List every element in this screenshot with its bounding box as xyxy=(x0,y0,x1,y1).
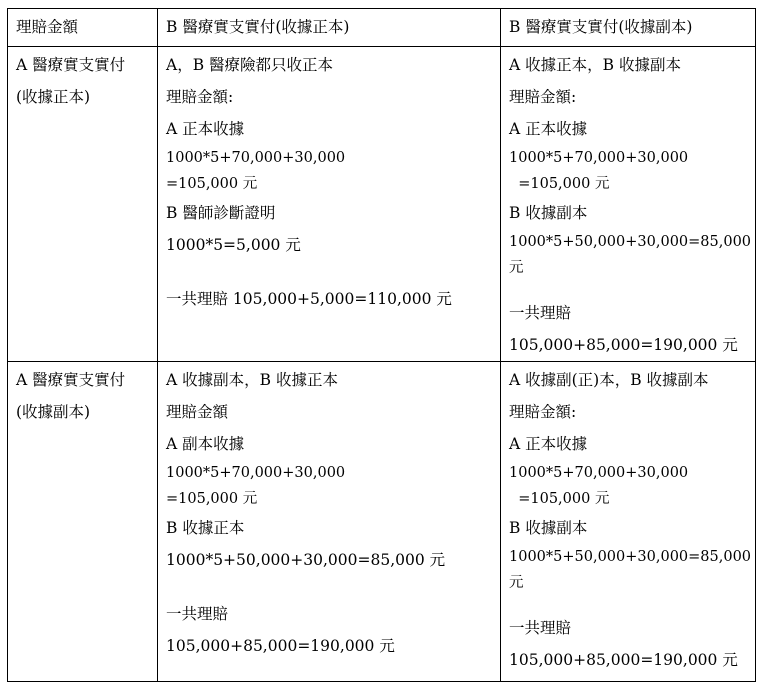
cell-line: B 收據副本 xyxy=(509,204,588,222)
table-cell xyxy=(158,362,501,682)
cell-line: =105,000 元 xyxy=(509,176,610,192)
cell-line: 一共理賠 xyxy=(509,304,572,322)
cell-line: A 收據正本，B 收據副本 xyxy=(509,56,681,74)
table-row xyxy=(8,47,756,362)
cell-line: =105,000 元 xyxy=(166,491,258,507)
cell-line: A 正本收據 xyxy=(509,120,588,138)
row-label-line: A 醫療實支實付 xyxy=(16,56,126,74)
row-label-cell xyxy=(8,47,158,362)
header-cell xyxy=(158,9,501,47)
row-label-cell xyxy=(8,362,158,682)
cell-line: B 收據正本 xyxy=(166,519,245,537)
cell-line: 元 xyxy=(509,575,524,591)
cell-line: 105,000+85,000=190,000 元 xyxy=(509,651,738,669)
cell-line: 一共理賠 xyxy=(166,605,229,623)
cell-line: B 收據副本 xyxy=(509,519,588,537)
claims-comparison-table xyxy=(7,8,756,682)
cell-line: 1000*5+70,000+30,000 xyxy=(166,150,346,166)
cell-line: 105,000+85,000=190,000 元 xyxy=(166,637,395,655)
cell-line: 105,000+85,000=190,000 元 xyxy=(509,336,738,354)
header-b-original-receipt: B 醫療實支實付(收據正本) xyxy=(166,18,350,36)
cell-line: 1000*5+50,000+30,000=85,000 xyxy=(509,234,752,250)
cell-line: A 正本收據 xyxy=(166,120,245,138)
cell-line: 理賠金額: xyxy=(509,88,577,106)
cell-line: A 收據副(正)本，B 收據副本 xyxy=(509,371,709,389)
cell-line: A 副本收據 xyxy=(166,435,245,453)
cell-line: B 醫師診斷證明 xyxy=(166,204,276,222)
table-cell xyxy=(501,47,756,362)
header-cell xyxy=(501,9,756,47)
cell-line: =105,000 元 xyxy=(509,491,610,507)
cell-line: 理賠金額 xyxy=(166,403,229,421)
table-cell xyxy=(501,362,756,682)
row-label-line: (收據正本) xyxy=(16,88,91,106)
cell-line: 1000*5+70,000+30,000 xyxy=(509,465,689,481)
cell-line: A 正本收據 xyxy=(509,435,588,453)
cell-line: 一共理賠 105,000+5,000=110,000 元 xyxy=(166,290,452,308)
cell-line: 1000*5+70,000+30,000 xyxy=(166,465,346,481)
row-label-line: (收據副本) xyxy=(16,403,91,421)
cell-line: 元 xyxy=(509,260,524,276)
cell-line: =105,000 元 xyxy=(166,176,258,192)
cell-line: 理賠金額: xyxy=(166,88,234,106)
cell-line: 1000*5+50,000+30,000=85,000 元 xyxy=(166,551,446,569)
cell-line: 1000*5+50,000+30,000=85,000 xyxy=(509,549,752,565)
cell-line: 理賠金額: xyxy=(509,403,577,421)
table-row xyxy=(8,362,756,682)
header-row xyxy=(8,9,756,47)
cell-line: 一共理賠 xyxy=(509,619,572,637)
header-claim-amount: 理賠金額 xyxy=(16,18,79,36)
cell-line: A，B 醫療險都只收正本 xyxy=(166,56,334,74)
header-cell xyxy=(8,9,158,47)
cell-line: A 收據副本，B 收據正本 xyxy=(166,371,338,389)
header-b-copy-receipt: B 醫療實支實付(收據副本) xyxy=(509,18,693,36)
cell-line: 1000*5+70,000+30,000 xyxy=(509,150,689,166)
cell-line: 1000*5=5,000 元 xyxy=(166,236,301,254)
table-cell xyxy=(158,47,501,362)
row-label-line: A 醫療實支實付 xyxy=(16,371,126,389)
